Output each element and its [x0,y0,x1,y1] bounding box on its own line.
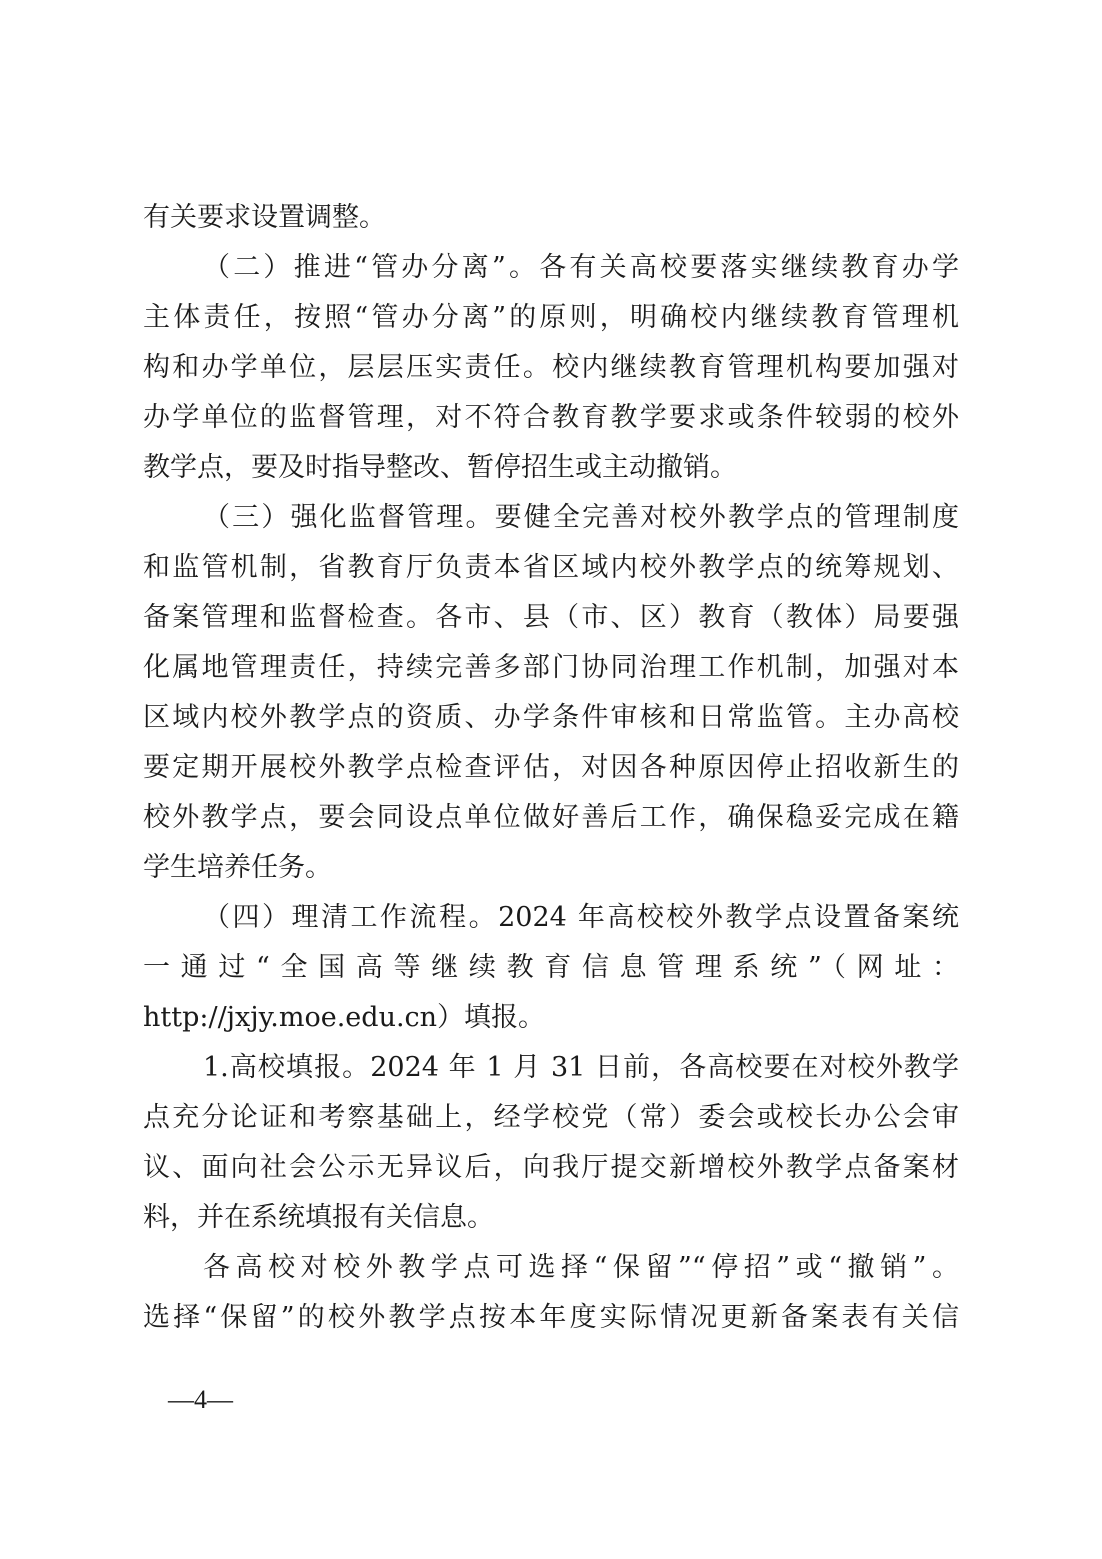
section-heading-4: （四）理清工作流程。2024 年高校校外教学点设置备案统 [203,902,959,933]
section-heading-3: （三）强化监督管理。要健全完善对校外教学点的管理制度 [203,502,959,533]
page-number: —4— [168,1385,233,1414]
text-line: 有关要求设置调整。 [143,202,386,233]
text-line: 教学点，要及时指导整改、暂停招生或主动撤销。 [143,452,737,483]
text-line: 和监管机制，省教育厅负责本省区域内校外教学点的统筹规划、 [143,552,959,583]
text-line: 构和办学单位，层层压实责任。校内继续教育管理机构要加强对 [143,352,959,383]
text-line: 主体责任，按照“管办分离”的原则，明确校内继续教育管理机 [143,302,959,333]
text-line: 办学单位的监督管理，对不符合教育教学要求或条件较弱的校外 [143,402,959,433]
text-line: 要定期开展校外教学点检查评估，对因各种原因停止招收新生的 [143,752,959,783]
text-line: 备案管理和监督检查。各市、县（市、区）教育（教体）局要强 [143,602,959,633]
text-line: 学生培养任务。 [143,852,332,883]
text-line: 议、面向社会公示无异议后，向我厅提交新增校外教学点备案材 [143,1152,959,1183]
text-line: 区域内校外教学点的资质、办学条件审核和日常监管。主办高校 [143,702,959,733]
text-line: 料，并在系统填报有关信息。 [143,1202,494,1233]
text-line: 一通过“全国高等继续教育信息管理系统”（网址： [143,952,959,983]
paragraph-start: 各高校对校外教学点可选择“保留”“停招”或“撤销”。 [203,1252,959,1283]
text-line: 选择“保留”的校外教学点按本年度实际情况更新备案表有关信 [143,1302,959,1333]
text-line: 校外教学点，要会同设点单位做好善后工作，确保稳妥完成在籍 [143,802,959,833]
text-line: 点充分论证和考察基础上，经学校党（常）委会或校长办公会审 [143,1102,959,1133]
section-heading-2: （二）推进“管办分离”。各有关高校要落实继续教育办学 [203,252,959,283]
subsection-heading-1: 1.高校填报。2024 年 1 月 31 日前，各高校要在对校外教学 [203,1052,959,1083]
url-text: http://jxjy.moe.edu.cn）填报。 [143,1002,546,1033]
text-line: 化属地管理责任，持续完善多部门协同治理工作机制，加强对本 [143,652,959,683]
